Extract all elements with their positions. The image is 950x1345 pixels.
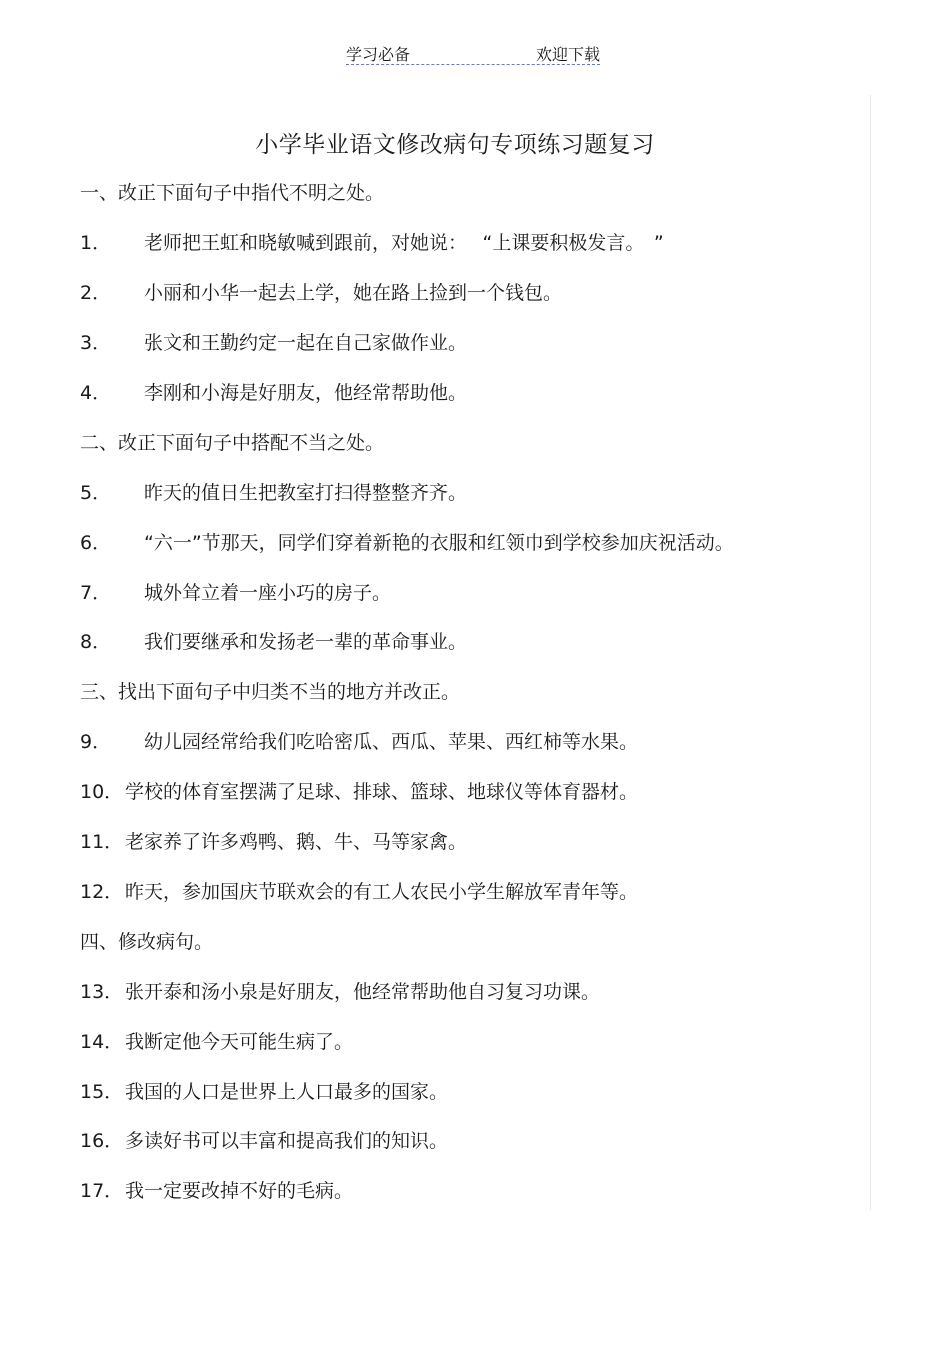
question-text: 我们要继承和发扬老一辈的革命事业。 [144, 631, 468, 653]
question-text: 多读好书可以丰富和提高我们的知识。 [125, 1130, 449, 1152]
question-9 [80, 730, 638, 754]
question-number: 7． [80, 582, 112, 604]
question-6 [80, 531, 734, 555]
question-number: 11． [80, 831, 124, 853]
question-number: 12． [80, 881, 124, 903]
question-17 [80, 1179, 353, 1203]
question-text: 昨天，参加国庆节联欢会的有工人农民小学生解放军青年等。 [125, 881, 639, 903]
header-right-text: 欢迎下载 [535, 45, 600, 64]
question-text: 张文和王勤约定一起在自己家做作业。 [144, 332, 468, 354]
question-number: 1． [80, 232, 112, 254]
question-16 [80, 1129, 448, 1153]
question-text: 我一定要改掉不好的毛病。 [125, 1180, 354, 1202]
question-10 [80, 780, 638, 804]
question-2 [80, 281, 562, 305]
section-heading-1: 一、改正下面句子中指代不明之处。 [80, 182, 385, 204]
question-number: 10． [80, 781, 124, 803]
question-text: 幼儿园经常给我们吃哈密瓜、西瓜、苹果、西红柿等水果。 [144, 731, 639, 753]
section-heading-2: 二、改正下面句子中搭配不当之处。 [80, 432, 385, 454]
question-text: 我断定他今天可能生病了。 [125, 1031, 354, 1053]
question-number: 2． [80, 282, 112, 304]
question-number: 15． [80, 1081, 124, 1103]
question-4 [80, 381, 467, 405]
question-15 [80, 1080, 448, 1104]
document-title: 小学毕业语文修改病句专项练习题复习 [255, 132, 655, 158]
question-12 [80, 880, 638, 904]
question-text: 我国的人口是世界上人口最多的国家。 [125, 1081, 449, 1103]
question-number: 13． [80, 981, 124, 1003]
question-5 [80, 481, 467, 505]
question-text: 张开泰和汤小泉是好朋友，他经常帮助他自习复习功课。 [125, 981, 601, 1003]
header-left-text: 学习必备 [346, 45, 411, 64]
question-number: 14． [80, 1031, 124, 1053]
question-11 [80, 830, 467, 854]
question-7 [80, 581, 391, 605]
question-number: 17． [80, 1180, 124, 1202]
question-text: 城外耸立着一座小巧的房子。 [144, 582, 392, 604]
question-number: 4． [80, 382, 112, 404]
question-text: 学校的体育室摆满了足球、排球、篮球、地球仪等体育器材。 [125, 781, 639, 803]
page-header [346, 40, 600, 65]
section-heading-4: 四、修改病句。 [80, 931, 214, 953]
question-text: 昨天的值日生把教室打扫得整整齐齐。 [144, 482, 468, 504]
question-text: “六一”节那天，同学们穿着新艳的衣服和红领巾到学校参加庆祝活动。 [144, 532, 734, 554]
question-number: 8． [80, 631, 112, 653]
question-text: 老家养了许多鸡鸭、鹅、牛、马等家禽。 [125, 831, 468, 853]
question-number: 5． [80, 482, 112, 504]
question-number: 6． [80, 532, 112, 554]
question-number: 9． [80, 731, 112, 753]
page-edge-line [870, 95, 871, 1210]
question-8 [80, 630, 467, 654]
question-text: 老师把王虹和晓敏喊到跟前，对她说： “上课要积极发言。 ” [144, 232, 664, 254]
question-text: 李刚和小海是好朋友，他经常帮助他。 [144, 382, 468, 404]
question-14 [80, 1030, 353, 1054]
question-1 [80, 231, 664, 255]
question-3 [80, 331, 467, 355]
question-number: 16． [80, 1130, 124, 1152]
question-13 [80, 980, 600, 1004]
section-heading-3: 三、找出下面句子中归类不当的地方并改正。 [80, 681, 461, 703]
question-number: 3． [80, 332, 112, 354]
question-text: 小丽和小华一起去上学，她在路上捡到一个钱包。 [144, 282, 563, 304]
